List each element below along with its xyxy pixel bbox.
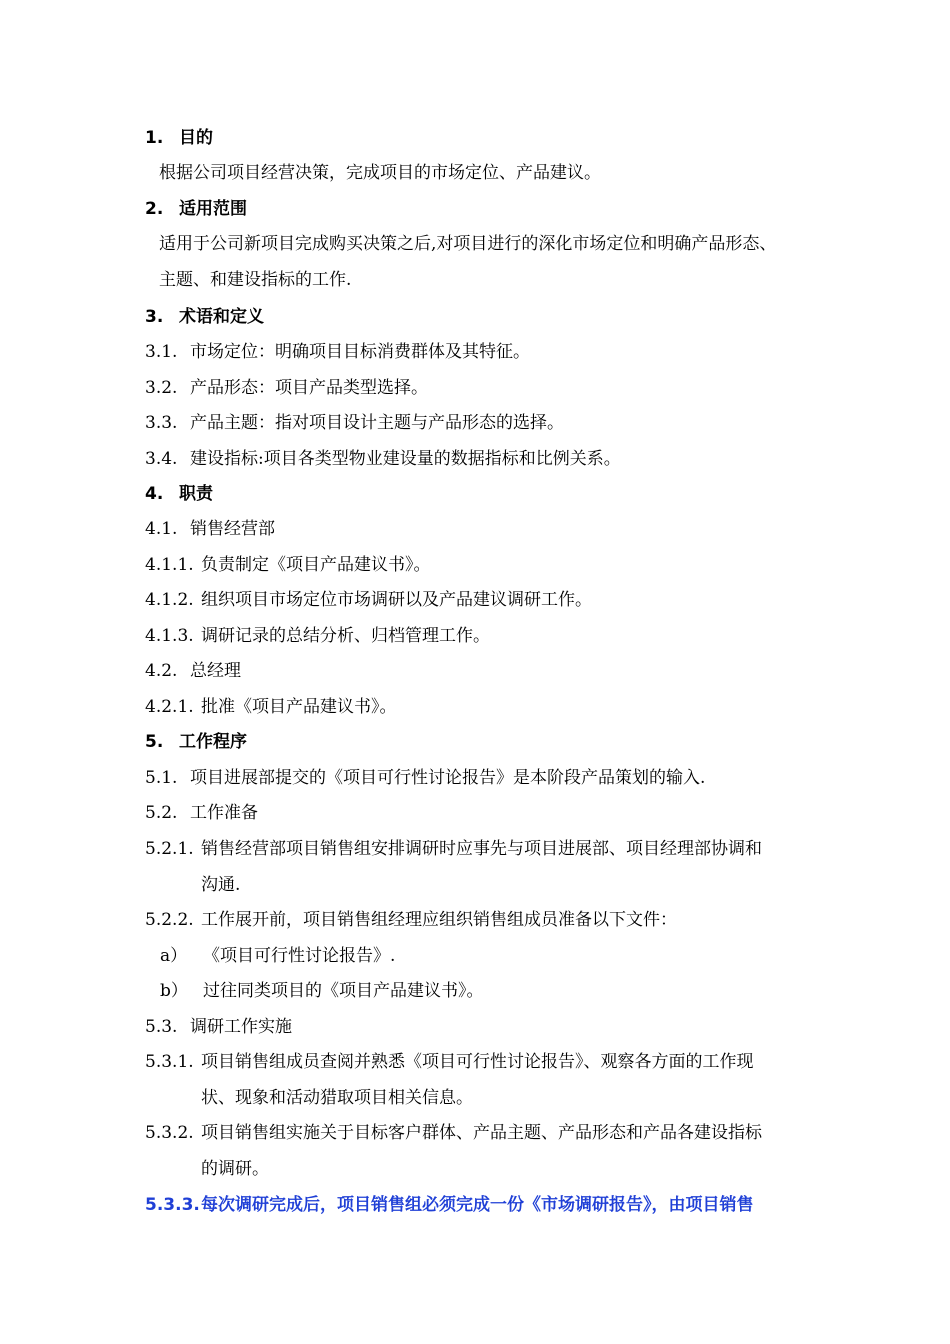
list-item-b-text: 过往同类项目的《项目产品建议书》。 — [203, 981, 484, 1001]
heading-4 — [145, 483, 213, 505]
item-4-1-text: 销售经营部 — [190, 519, 275, 539]
heading-5-title: 工作程序 — [179, 732, 247, 752]
item-4-1-3 — [145, 625, 490, 647]
item-3-2 — [145, 377, 428, 399]
item-5-3-2 — [145, 1122, 762, 1144]
item-5-2-1 — [145, 838, 762, 860]
item-3-3-number: 3.3. — [145, 413, 178, 433]
item-3-4 — [145, 448, 621, 470]
section-1-body: 根据公司项目经营决策，完成项目的市场定位、产品建议。 — [159, 163, 601, 183]
item-5-3-3-text: 每次调研完成后，项目销售组必须完成一份《市场调研报告》，由项目销售 — [201, 1195, 754, 1215]
item-3-1-text: 市场定位：明确项目目标消费群体及其特征。 — [190, 342, 530, 362]
item-5-1 — [145, 767, 705, 789]
item-5-3-1-text: 项目销售组成员查阅并熟悉《项目可行性讨论报告》、观察各方面的工作现 — [201, 1052, 754, 1072]
heading-4-number: 4. — [145, 484, 164, 504]
item-3-2-text: 产品形态：项目产品类型选择。 — [190, 378, 428, 398]
item-4-1-1 — [145, 554, 431, 576]
heading-4-title: 职责 — [179, 484, 213, 504]
list-item-a-marker: a） — [160, 946, 188, 966]
item-5-2-1-text: 销售经营部项目销售组安排调研时应事先与项目进展部、项目经理部协调和 — [201, 839, 762, 859]
list-item-b — [160, 980, 484, 1002]
heading-2 — [145, 198, 247, 220]
item-5-3-number: 5.3. — [145, 1017, 178, 1037]
item-3-3-text: 产品主题：指对项目设计主题与产品形态的选择。 — [190, 413, 564, 433]
list-item-b-marker: b） — [160, 981, 188, 1001]
item-5-2-2 — [145, 909, 677, 931]
item-4-2-text: 总经理 — [190, 661, 241, 681]
item-5-2-1-continuation: 沟通. — [201, 875, 241, 895]
item-4-1-2-number: 4.1.2. — [145, 590, 194, 610]
item-5-2-text: 工作准备 — [190, 803, 258, 823]
item-5-3-2-continuation: 的调研。 — [201, 1159, 269, 1179]
item-5-2-2-text: 工作展开前，项目销售组经理应组织销售组成员准备以下文件： — [201, 910, 677, 930]
item-5-3-text: 调研工作实施 — [190, 1017, 292, 1037]
heading-2-number: 2. — [145, 199, 164, 219]
item-4-1-2-text: 组织项目市场定位市场调研以及产品建议调研工作。 — [201, 590, 592, 610]
item-5-3-3-highlighted — [145, 1194, 754, 1216]
heading-5-number: 5. — [145, 732, 164, 752]
item-4-2-1-text: 批准《项目产品建议书》。 — [201, 697, 397, 717]
item-4-1-1-text: 负责制定《项目产品建议书》。 — [201, 555, 431, 575]
heading-1 — [145, 127, 213, 149]
item-5-2 — [145, 802, 258, 824]
item-5-3-2-text: 项目销售组实施关于目标客户群体、产品主题、产品形态和产品各建设指标 — [201, 1123, 762, 1143]
item-3-2-number: 3.2. — [145, 378, 178, 398]
item-5-1-number: 5.1. — [145, 768, 178, 788]
item-5-3-2-number: 5.3.2. — [145, 1123, 194, 1143]
heading-5 — [145, 731, 247, 753]
heading-3 — [145, 306, 264, 328]
item-3-3 — [145, 412, 564, 434]
item-4-1-3-number: 4.1.3. — [145, 626, 194, 646]
item-4-1-number: 4.1. — [145, 519, 178, 539]
item-4-1-3-text: 调研记录的总结分析、归档管理工作。 — [201, 626, 490, 646]
heading-3-number: 3. — [145, 307, 164, 327]
item-4-2-1 — [145, 696, 397, 718]
item-4-1-2 — [145, 589, 592, 611]
item-3-4-number: 3.4. — [145, 449, 178, 469]
item-5-3-1-number: 5.3.1. — [145, 1052, 194, 1072]
list-item-a-text: 《项目可行性讨论报告》. — [203, 946, 396, 966]
item-3-1-number: 3.1. — [145, 342, 178, 362]
heading-1-title: 目的 — [179, 128, 213, 148]
item-4-1 — [145, 518, 275, 540]
item-5-2-2-number: 5.2.2. — [145, 910, 194, 930]
section-2-body-line-1: 适用于公司新项目完成购买决策之后,对项目进行的深化市场定位和明确产品形态、 — [159, 234, 777, 254]
item-5-2-number: 5.2. — [145, 803, 178, 823]
section-2-body-line-2: 主题、和建设指标的工作. — [159, 270, 352, 290]
item-5-2-1-number: 5.2.1. — [145, 839, 194, 859]
list-item-a — [160, 945, 395, 967]
item-3-1 — [145, 341, 530, 363]
heading-1-number: 1. — [145, 128, 164, 148]
item-5-1-text: 项目进展部提交的《项目可行性讨论报告》是本阶段产品策划的输入. — [190, 768, 706, 788]
item-4-1-1-number: 4.1.1. — [145, 555, 194, 575]
item-5-3-1-continuation: 状、现象和活动猎取项目相关信息。 — [201, 1088, 473, 1108]
item-5-3 — [145, 1016, 292, 1038]
item-4-2 — [145, 660, 241, 682]
item-5-3-1 — [145, 1051, 754, 1073]
item-3-4-text: 建设指标:项目各类型物业建设量的数据指标和比例关系。 — [190, 449, 621, 469]
item-5-3-3-number: 5.3.3. — [145, 1195, 200, 1215]
item-4-2-1-number: 4.2.1. — [145, 697, 194, 717]
heading-2-title: 适用范围 — [179, 199, 247, 219]
item-4-2-number: 4.2. — [145, 661, 178, 681]
heading-3-title: 术语和定义 — [179, 307, 264, 327]
